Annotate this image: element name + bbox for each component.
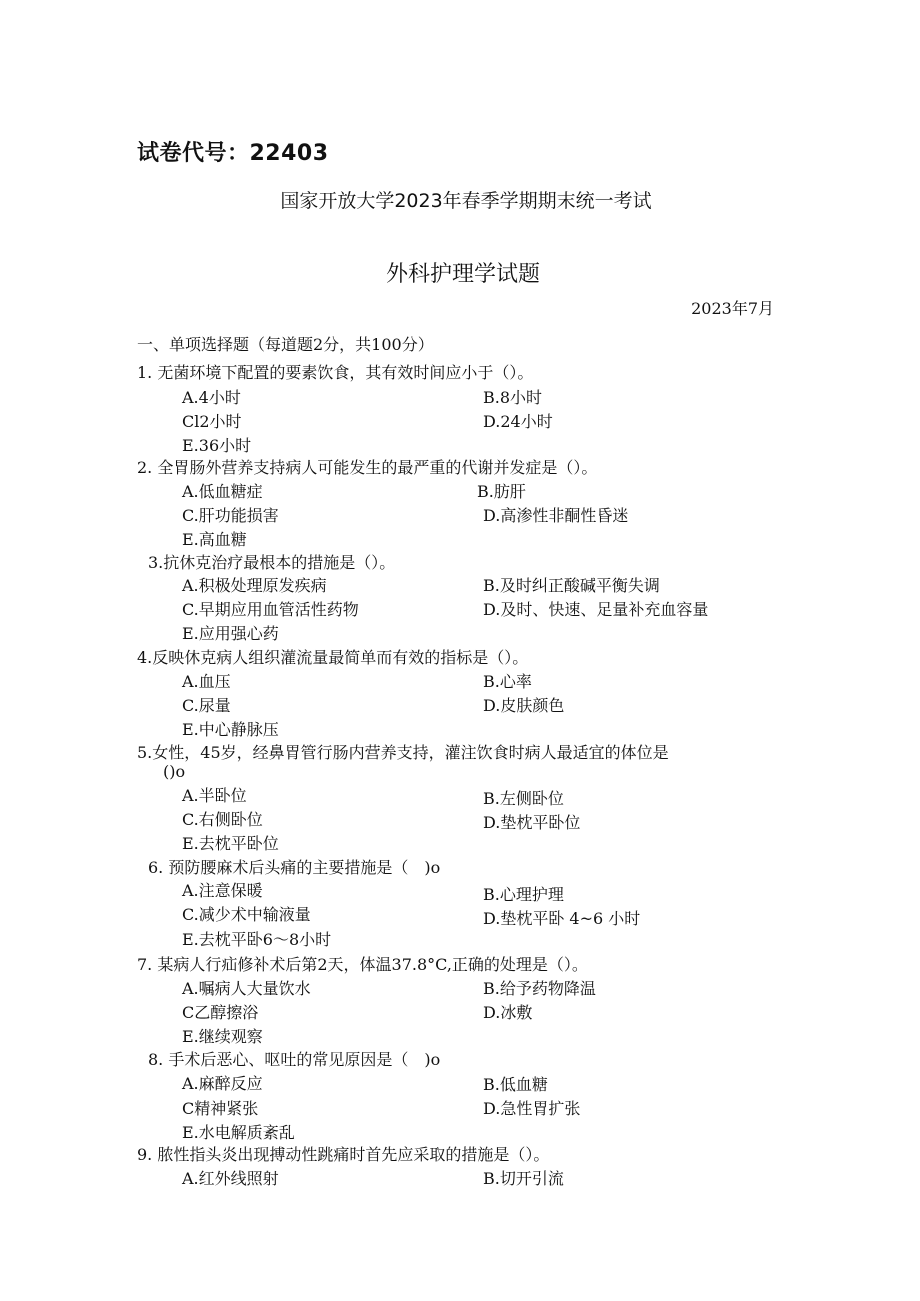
option-b: B.给予药物降温 — [483, 979, 596, 998]
question-stem: 6. 预防腰麻术后头痛的主要措施是（ )o — [148, 858, 441, 877]
option-d: D.垫枕平卧位 — [483, 813, 581, 832]
option-c: C.尿量 — [182, 696, 231, 715]
option-c: C精神紧张 — [182, 1099, 259, 1118]
option-b: B.心率 — [483, 672, 532, 691]
question-stem: 3.抗休克治疗最根本的措施是（）。 — [148, 553, 396, 572]
option-b: B.左侧卧位 — [483, 789, 564, 808]
option-d: D.24小时 — [483, 412, 553, 431]
option-a: A.半卧位 — [182, 786, 247, 805]
question-stem: 2. 全胃肠外营养支持病人可能发生的最严重的代谢并发症是（）。 — [137, 458, 598, 477]
question-stem: 5.女性，45岁，经鼻胃管行肠内营养支持，灌注饮食时病人最适宜的体位是 — [137, 743, 669, 762]
option-d: D.垫枕平卧 4~6 小时 — [483, 909, 641, 928]
exam-date: 2023年7月 — [691, 299, 774, 318]
option-d: D.皮肤颜色 — [483, 696, 565, 715]
option-a: A.红外线照射 — [182, 1169, 279, 1188]
option-a: A.嘱病人大量饮水 — [182, 979, 311, 998]
exam-subtitle: 国家开放大学2023年春季学期期末统一考试 — [280, 190, 652, 212]
question-stem: 4.反映休克病人组织灌流量最简单而有效的指标是（）。 — [137, 648, 529, 667]
option-e: E.继续观察 — [182, 1027, 263, 1046]
section-heading: 一、单项选择题（每道题2分，共100分） — [137, 335, 434, 354]
option-c: Cl2小时 — [182, 412, 242, 431]
option-e: E.中心静脉压 — [182, 720, 279, 739]
paper-code: 试卷代号：22403 — [137, 141, 329, 166]
option-e: E.高血糖 — [182, 530, 247, 549]
option-c: C.肝功能损害 — [182, 506, 279, 525]
option-b: B.心理护理 — [483, 885, 564, 904]
question-stem: 7. 某病人行疝修补术后第2天，体温37.8°C,正确的处理是（）。 — [137, 955, 588, 974]
exam-title: 外科护理学试题 — [385, 262, 540, 287]
option-e: E.去枕平卧位 — [182, 834, 279, 853]
option-a: A.低血糖症 — [182, 482, 263, 501]
option-c: C乙醇擦浴 — [182, 1003, 259, 1022]
option-c: C.早期应用血管活性药物 — [182, 600, 359, 619]
option-a: A.血压 — [182, 672, 231, 691]
option-a: A.4小时 — [182, 388, 241, 407]
option-c: C.右侧卧位 — [182, 810, 263, 829]
option-b: B.低血糖 — [483, 1075, 548, 1094]
question-stem: 1. 无菌环境下配置的要素饮食，其有效时间应小于（）。 — [137, 363, 534, 382]
option-d: D.高渗性非酮性昏迷 — [483, 506, 629, 525]
option-e: E.水电解质紊乱 — [182, 1123, 295, 1142]
option-d: D.急性胃扩张 — [483, 1099, 581, 1118]
option-e: E.应用强心药 — [182, 624, 279, 643]
option-a: A.积极处理原发疾病 — [182, 576, 327, 595]
option-b: B.肪肝 — [477, 482, 526, 501]
option-a: A.麻醉反应 — [182, 1074, 263, 1093]
option-b: B.切开引流 — [483, 1169, 564, 1188]
option-b: B.及时纠正酸碱平衡失调 — [483, 576, 660, 595]
option-e: E.去枕平卧6～8小时 — [182, 930, 332, 949]
option-c: C.减少术中输液量 — [182, 905, 311, 924]
option-e: E.36小时 — [182, 436, 252, 455]
option-d: D.及时、快速、足量补充血容量 — [483, 600, 709, 619]
option-b: B.8小时 — [483, 388, 543, 407]
question-stem-continued: ()o — [163, 762, 186, 781]
question-stem: 8. 手术后恶心、呕吐的常见原因是（ )o — [148, 1050, 441, 1069]
option-a: A.注意保暖 — [182, 881, 263, 900]
question-stem: 9. 脓性指头炎出现搏动性跳痛时首先应采取的措施是（）。 — [137, 1145, 550, 1164]
option-d: D.冰敷 — [483, 1003, 533, 1022]
